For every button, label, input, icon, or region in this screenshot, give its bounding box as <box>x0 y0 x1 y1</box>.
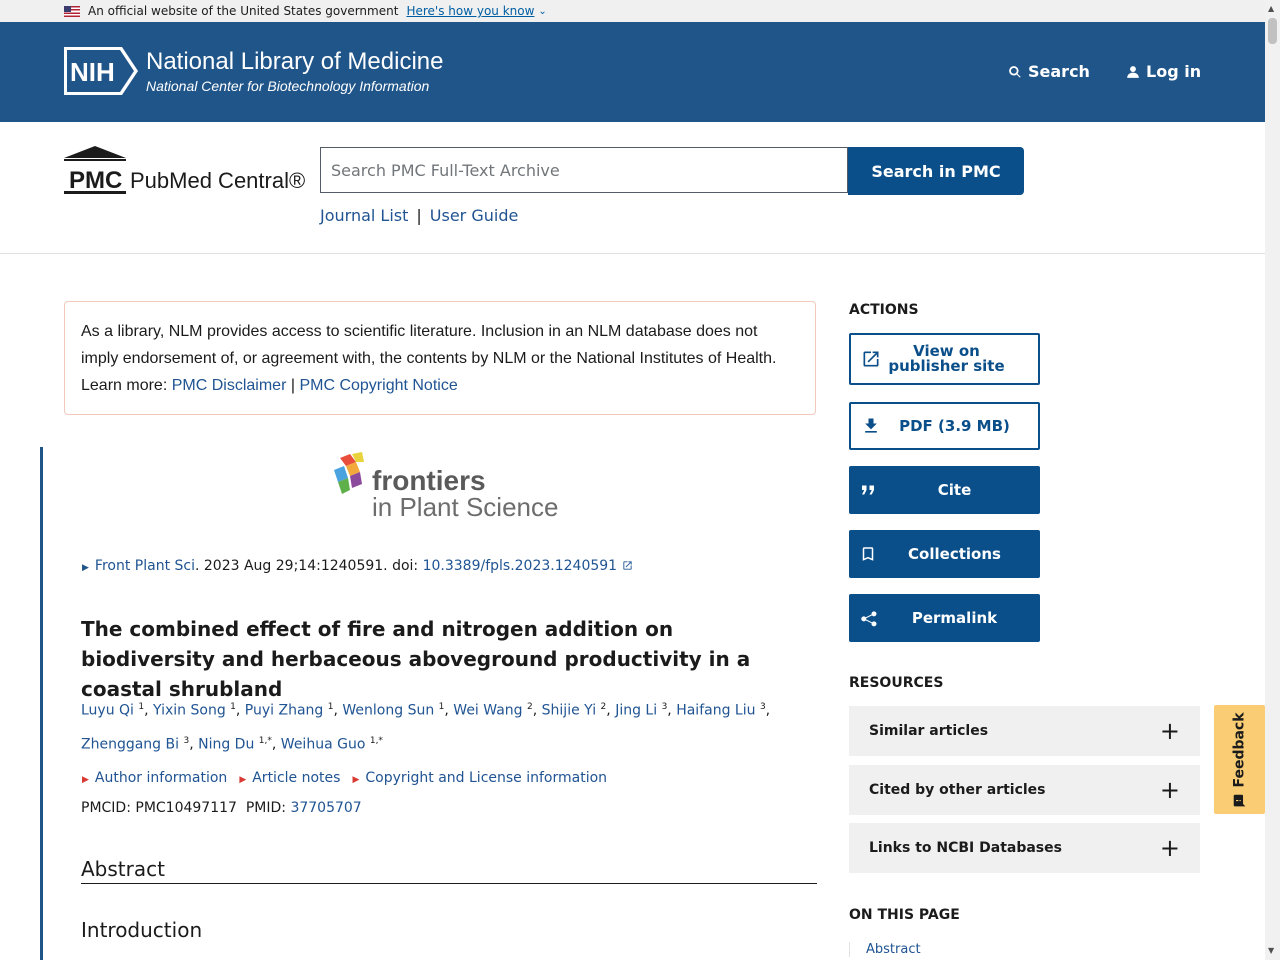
author-link[interactable]: Shijie Yi <box>541 702 597 719</box>
author-affiliation-sup: 1 <box>138 702 145 712</box>
citation-text: . 2023 Aug 29;14:1240591. doi: <box>194 558 423 574</box>
scrollbar-thumb[interactable] <box>1268 18 1277 44</box>
article-notes-link[interactable]: Article notes <box>252 770 341 786</box>
pmc-search-input[interactable] <box>320 147 848 193</box>
introduction-heading: Introduction <box>81 918 203 942</box>
on-this-page-label: ON THIS PAGE <box>849 907 960 923</box>
copyright-toggle[interactable] <box>352 770 607 786</box>
pmcid: PMCID: PMC10497117 <box>81 800 237 816</box>
nlm-title[interactable]: National Library of Medicine <box>146 48 444 75</box>
triangle-right-icon: ▶ <box>239 775 247 785</box>
resources-label: RESOURCES <box>849 675 944 691</box>
cited-by-label: Cited by other articles <box>869 782 1046 798</box>
journal-list-link[interactable]: Journal List <box>320 206 409 225</box>
scroll-up-arrow-icon[interactable]: ▲ <box>1268 4 1275 13</box>
pmc-links <box>320 206 518 225</box>
doi-link[interactable]: 10.3389/fpls.2023.1240591 <box>422 558 618 574</box>
author-link[interactable]: Yixin Song <box>153 702 226 719</box>
learn-more-label: Learn more: <box>81 377 168 394</box>
external-link-icon <box>861 349 881 369</box>
ncbi-links-label: Links to NCBI Databases <box>869 840 1062 856</box>
link-separator: | <box>416 206 422 225</box>
citation-line <box>82 558 633 574</box>
cite-label: Cite <box>937 480 972 499</box>
author-affiliation-sup: 2 <box>527 702 533 712</box>
nih-logo[interactable] <box>64 47 138 95</box>
us-flag-icon <box>64 6 80 17</box>
feedback-label: Feedback <box>1231 711 1248 788</box>
gov-banner-text: An official website of the United States government <box>88 4 399 18</box>
chevron-down-icon[interactable]: ⌄ <box>538 5 547 17</box>
journal-name-link[interactable]: Front Plant Sci <box>94 558 195 574</box>
article-ids <box>81 800 362 816</box>
svg-text:NIH: NIH <box>70 57 115 87</box>
article-title: The combined effect of fire and nitrogen addition on biodiversity and herbaceous aboveground productivity in a coastal shrubland <box>81 617 751 701</box>
disclaimer-separator: | <box>290 377 295 394</box>
gov-banner <box>0 0 1265 22</box>
pmc-copyright-link[interactable]: PMC Copyright Notice <box>299 377 458 394</box>
author-list: Luyu Qi $^1$, Yixin Song $^1$, Puyi Zhang $^1$, Wenlong Sun $^1$, Wei Wang $^2$, Shijie Yi $^2$, Jing Li $^3$, Haifang Liu $^3$, Zhenggang Bi $^3$, Ning Du $^{1,*}$, Weihua Guo $^{1,*}$ <box>81 702 771 753</box>
heres-how-you-know-link[interactable]: Here's how you know <box>406 4 535 18</box>
on-this-page-abstract-link[interactable]: Abstract <box>866 942 921 957</box>
triangle-right-icon: ▶ <box>82 775 89 785</box>
author-link[interactable]: Wei Wang <box>453 702 523 719</box>
author-link[interactable]: Puyi Zhang <box>244 702 324 719</box>
disclaimer-text: As a library, NLM provides access to scientific literature. Inclusion in an NLM database does not imply endorsement of, or agreement with, the contents by NLM or the National Institutes of Health. <box>81 323 777 367</box>
ncbi-subtitle: National Center for Biotechnology Information <box>146 78 430 94</box>
login-button[interactable] <box>1126 62 1201 81</box>
article-left-bar <box>40 447 43 960</box>
permalink-label: Permalink <box>911 608 998 627</box>
share-icon <box>859 608 879 628</box>
pmc-search-bar <box>0 122 1265 254</box>
login-label: Log in <box>1146 62 1202 81</box>
author-affiliation-sup: 2 <box>600 702 607 712</box>
on-this-page-nav <box>849 942 1066 957</box>
svg-text:in Plant Science: in Plant Science <box>372 492 559 522</box>
triangle-right-icon: ▶ <box>352 775 360 785</box>
user-guide-link[interactable]: User Guide <box>429 206 519 225</box>
header-search-label: Search <box>1028 62 1090 81</box>
plus-icon: + <box>1159 834 1180 862</box>
scroll-down-arrow-icon[interactable]: ▼ <box>1268 946 1275 955</box>
author-affiliation-sup: 1 <box>327 702 334 712</box>
bookmark-icon <box>859 545 877 563</box>
download-icon <box>861 416 881 436</box>
plus-icon: + <box>1159 776 1180 804</box>
search-in-pmc-button[interactable]: Search in PMC <box>848 147 1024 195</box>
feedback-button[interactable] <box>1214 705 1265 814</box>
author-affiliation-sup: 3 <box>183 735 190 746</box>
author-affiliation-sup: 3 <box>759 702 766 712</box>
author-affiliation-sup: 3 <box>661 702 668 712</box>
author-link[interactable]: Ning Du <box>198 736 255 753</box>
pmc-building-icon <box>64 146 126 194</box>
nih-header <box>0 22 1265 122</box>
collections-label: Collections <box>908 544 1001 563</box>
author-information-toggle[interactable] <box>82 770 227 786</box>
author-link[interactable]: Wenlong Sun <box>342 702 435 719</box>
collections-button[interactable] <box>849 530 1040 578</box>
pmc-disclaimer-link[interactable]: PMC Disclaimer <box>171 377 287 394</box>
plus-icon: + <box>1159 717 1180 745</box>
svg-text:PMC: PMC <box>69 167 123 194</box>
external-link-icon <box>622 560 633 571</box>
actions-label: ACTIONS <box>849 302 919 318</box>
copyright-license-link[interactable]: Copyright and License information <box>365 770 608 786</box>
permalink-button[interactable] <box>849 594 1040 642</box>
author-link[interactable]: Luyu Qi <box>81 702 134 719</box>
author-affiliation-sup: 1,* <box>369 735 383 746</box>
author-link[interactable]: Zhenggang Bi <box>81 736 180 753</box>
view-on-publisher-label: View on publisher site <box>888 342 1005 375</box>
abstract-heading: Abstract <box>81 857 817 884</box>
article-meta-links <box>82 770 607 786</box>
pmc-logo[interactable] <box>64 146 305 194</box>
pubmed-central-name: PubMed Central® <box>130 168 306 193</box>
nlm-disclaimer <box>64 301 816 415</box>
author-affiliation-sup: 1 <box>438 702 445 712</box>
ncbi-links-accordion[interactable] <box>849 823 1200 873</box>
search-icon <box>1008 65 1022 79</box>
header-search-button[interactable] <box>1008 62 1090 81</box>
author-affiliation-sup: 1,* <box>258 735 272 746</box>
author-link[interactable]: Jing Li <box>615 702 658 719</box>
triangle-right-icon[interactable]: ▶ <box>82 563 89 573</box>
pmid-link[interactable]: 37705707 <box>290 800 362 816</box>
frontiers-journal-logo[interactable] <box>332 452 572 522</box>
svg-text:frontiers: frontiers <box>372 465 486 496</box>
author-information-link[interactable]: Author information <box>94 770 228 786</box>
pdf-label: PDF (3.9 MB) <box>899 416 1010 435</box>
cited-by-accordion[interactable] <box>849 765 1200 815</box>
similar-articles-label: Similar articles <box>869 723 989 739</box>
feedback-icon <box>1233 793 1247 807</box>
similar-articles-accordion[interactable] <box>849 706 1200 756</box>
pmid-label: PMID: <box>245 800 286 816</box>
view-on-publisher-button[interactable] <box>849 333 1040 385</box>
pdf-download-button[interactable] <box>849 402 1040 450</box>
author-affiliation-sup: 1 <box>230 702 236 712</box>
article-notes-toggle[interactable] <box>239 770 340 786</box>
quote-icon <box>859 481 877 499</box>
user-icon <box>1126 65 1140 79</box>
page-scrollbar[interactable] <box>1265 0 1280 960</box>
author-link[interactable]: Haifang Liu <box>676 702 756 719</box>
author-link[interactable]: Weihua Guo <box>280 736 366 753</box>
cite-button[interactable] <box>849 466 1040 514</box>
